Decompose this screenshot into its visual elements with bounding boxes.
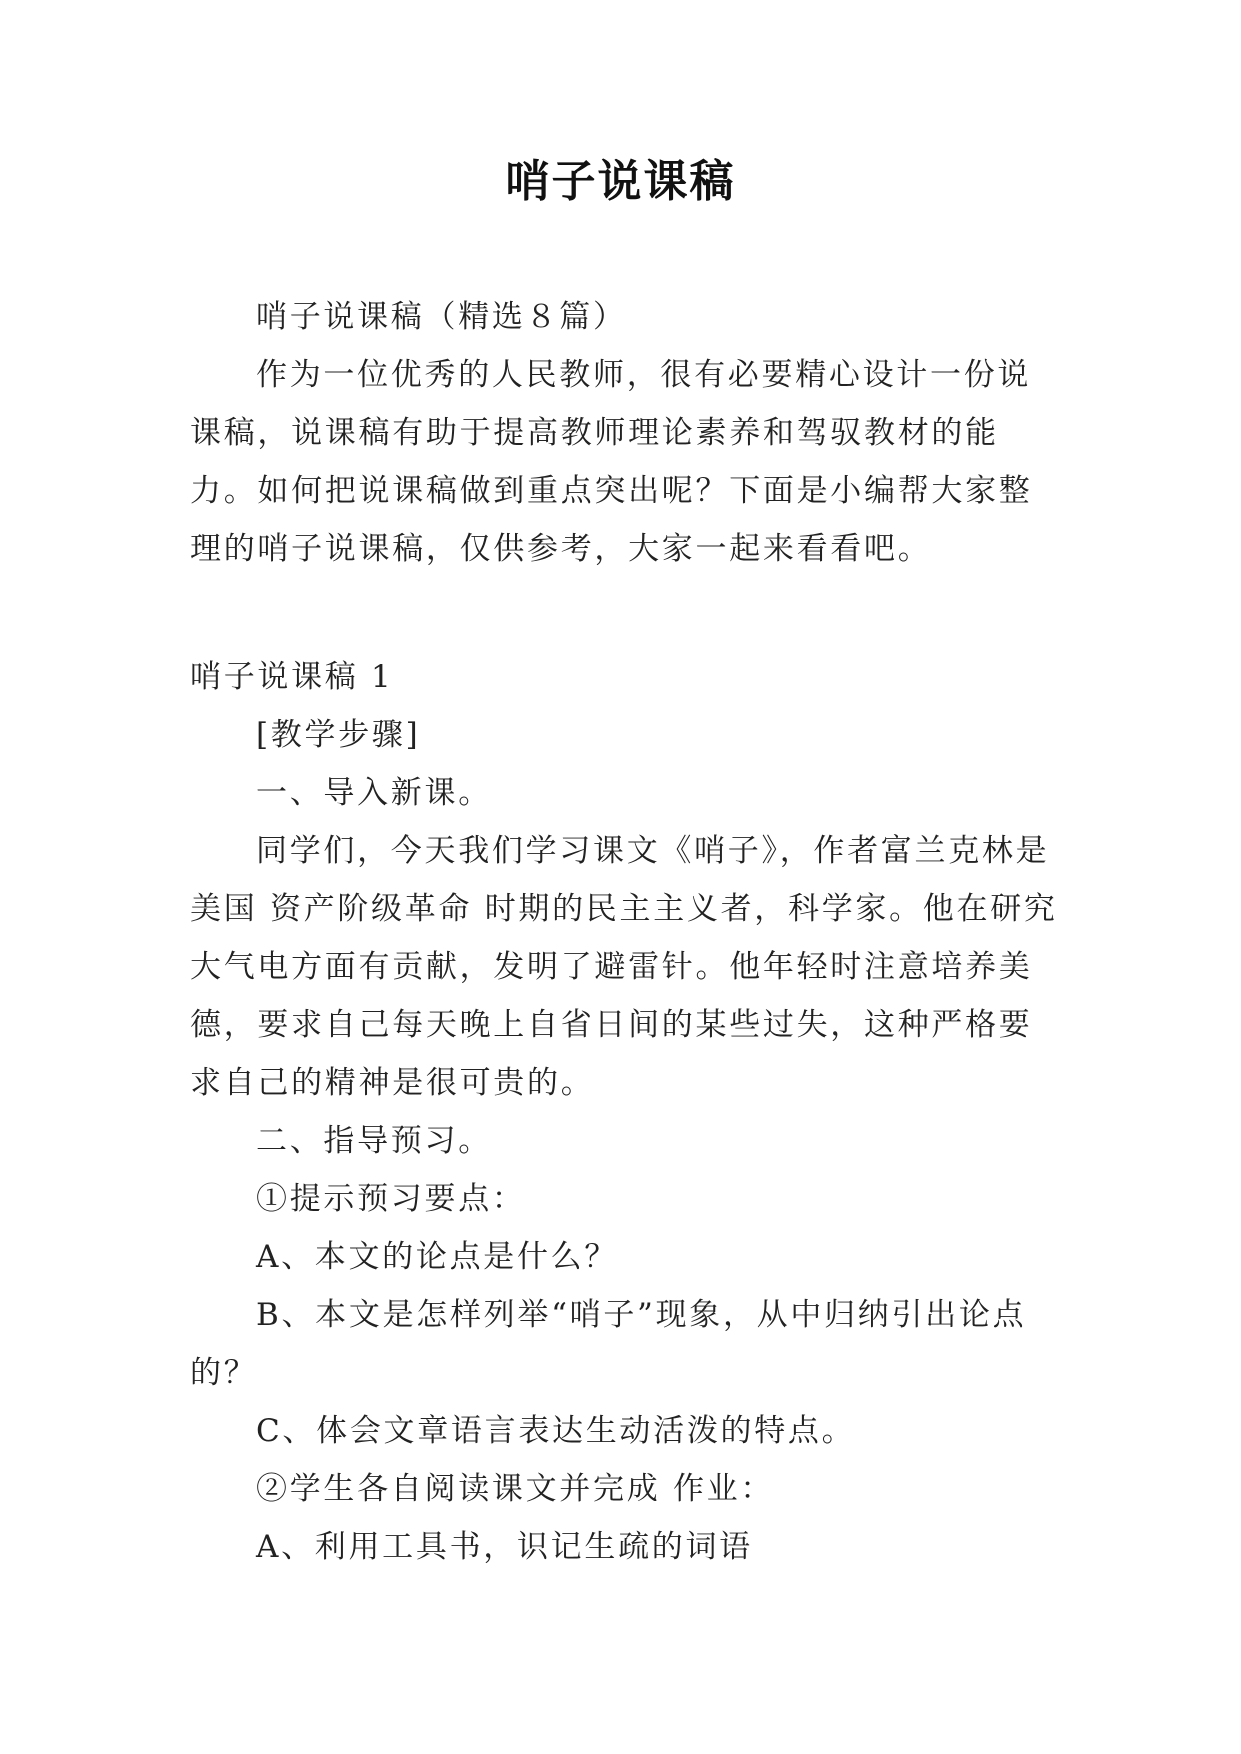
document-body	[190, 288, 1060, 1576]
list-item: C、体会文章语言表达生动活泼的特点。	[256, 1413, 856, 1449]
list-item: A、本文的论点是什么？	[256, 1239, 619, 1275]
preview-prompt: ①提示预习要点：	[256, 1181, 526, 1217]
intro-paragraph: 作为一位优秀的人民教师，很有必要精心设计一份说课稿，说课稿有助于提高教师理论素养和驾驭教材的能力。如何把说课稿做到重点突出呢？下面是小编帮大家整理的哨子说课稿，仅供参考，大家一起来看看吧。	[190, 357, 1033, 567]
homework-prompt: ②学生各自阅读课文并完成 作业：	[256, 1471, 775, 1507]
steps-label: [教学步骤]	[256, 717, 421, 753]
section-heading: 哨子说课稿 1	[190, 659, 394, 695]
part1-paragraph: 同学们，今天我们学习课文《哨子》，作者富兰克林是美国 资产阶级革命 时期的民主主义者，科学家。他在研究大气电方面有贡献，发明了避雷针。他年轻时注意培养美德，要求自己每天晚上自省日间的某些过失，这种严格要求自己的精神是很可贵的。	[190, 833, 1058, 1101]
section-spacer	[190, 578, 1060, 648]
list-item: B、本文是怎样列举“哨子”现象，从中归纳引出论点的？	[190, 1297, 1027, 1391]
part1-heading: 一、导入新课。	[256, 775, 492, 811]
intro-heading: 哨子说课稿（精选８篇）	[256, 299, 627, 335]
list-item: A、利用工具书，识记生疏的词语	[256, 1529, 753, 1565]
part2-heading: 二、指导预习。	[256, 1123, 492, 1159]
page-title: 哨子说课稿	[505, 156, 736, 207]
